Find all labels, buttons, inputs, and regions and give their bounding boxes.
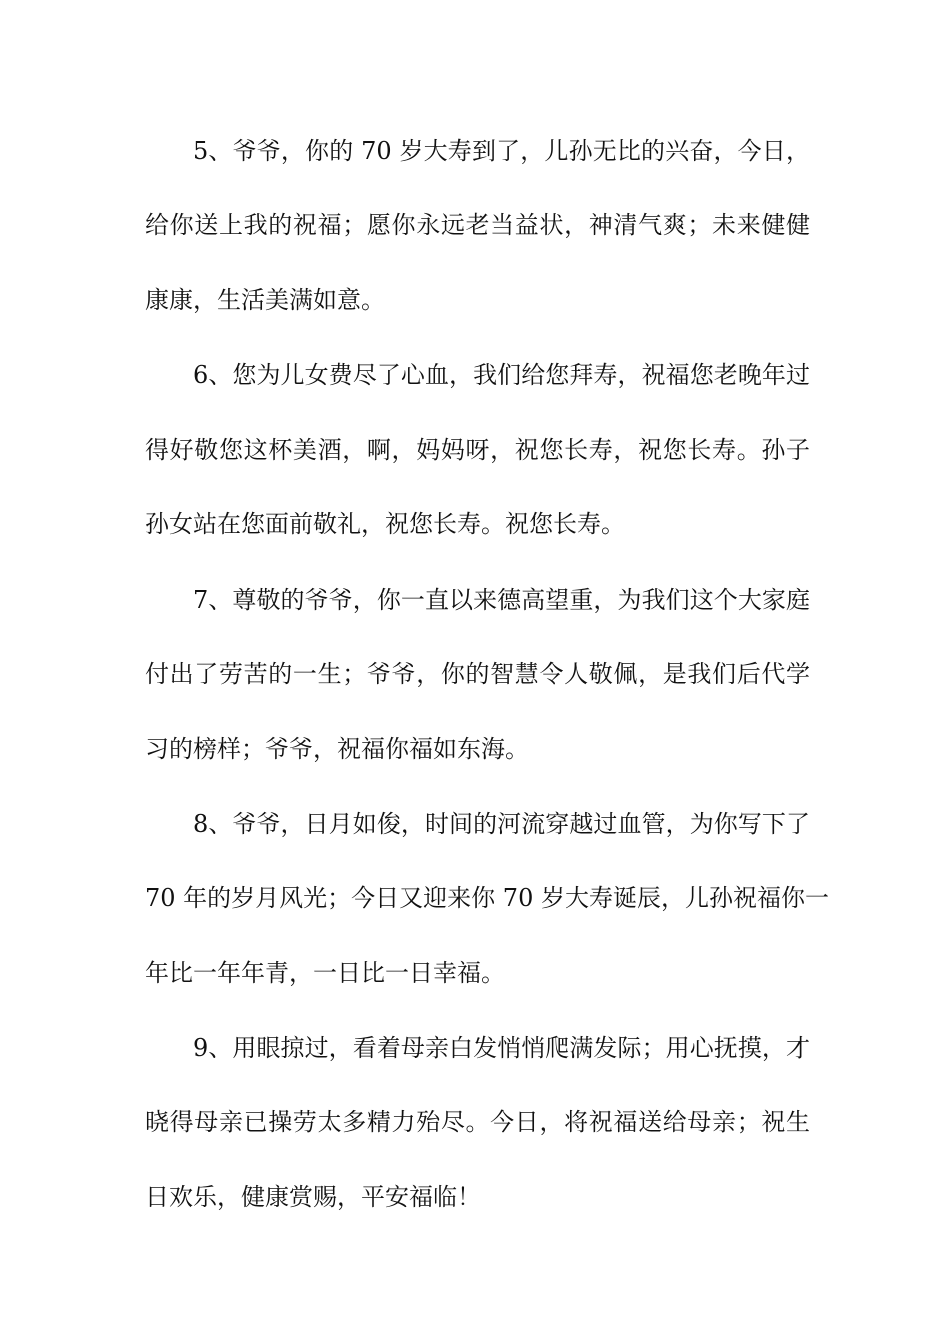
paragraph-6-line-1: 6、您为儿女费尽了心血，我们给您拜寿，祝福您老晚年过 [193, 361, 810, 389]
paragraph-6-line-3: 孙女站在您面前敬礼，祝您长寿。祝您长寿。 [145, 510, 625, 538]
paragraph-7-line-3: 习的榜样；爷爷，祝福你福如东海。 [145, 735, 529, 763]
paragraph-7-line-2: 付出了劳苦的一生；爷爷，你的智慧令人敬佩，是我们后代学 [145, 660, 810, 688]
paragraph-9-line-3: 日欢乐，健康赏赐，平安福临！ [145, 1183, 481, 1211]
paragraph-8-line-1: 8、爷爷，日月如俊，时间的河流穿越过血管，为你写下了 [193, 810, 810, 838]
paragraph-9-line-2: 晓得母亲已操劳太多精力殆尽。今日，将祝福送给母亲；祝生 [145, 1108, 810, 1136]
paragraph-7-line-1: 7、尊敬的爷爷，你一直以来德高望重，为我们这个大家庭 [193, 586, 810, 614]
paragraph-5-line-1: 5、爷爷，你的 70 岁大寿到了，儿孙无比的兴奋，今日， [193, 137, 810, 165]
paragraph-5-line-3: 康康，生活美满如意。 [145, 286, 385, 314]
paragraph-8-line-3: 年比一年年青，一日比一日幸福。 [145, 959, 505, 987]
paragraph-6-line-2: 得好敬您这杯美酒，啊，妈妈呀，祝您长寿，祝您长寿。孙子 [145, 436, 810, 464]
paragraph-9-line-1: 9、用眼掠过，看着母亲白发悄悄爬满发际；用心抚摸，才 [193, 1034, 810, 1062]
paragraph-8-line-2: 70 年的岁月风光；今日又迎来你 70 岁大寿诞辰，儿孙祝福你一 [145, 884, 829, 912]
paragraph-5-line-2: 给你送上我的祝福；愿你永远老当益状，神清气爽；未来健健 [145, 211, 810, 239]
